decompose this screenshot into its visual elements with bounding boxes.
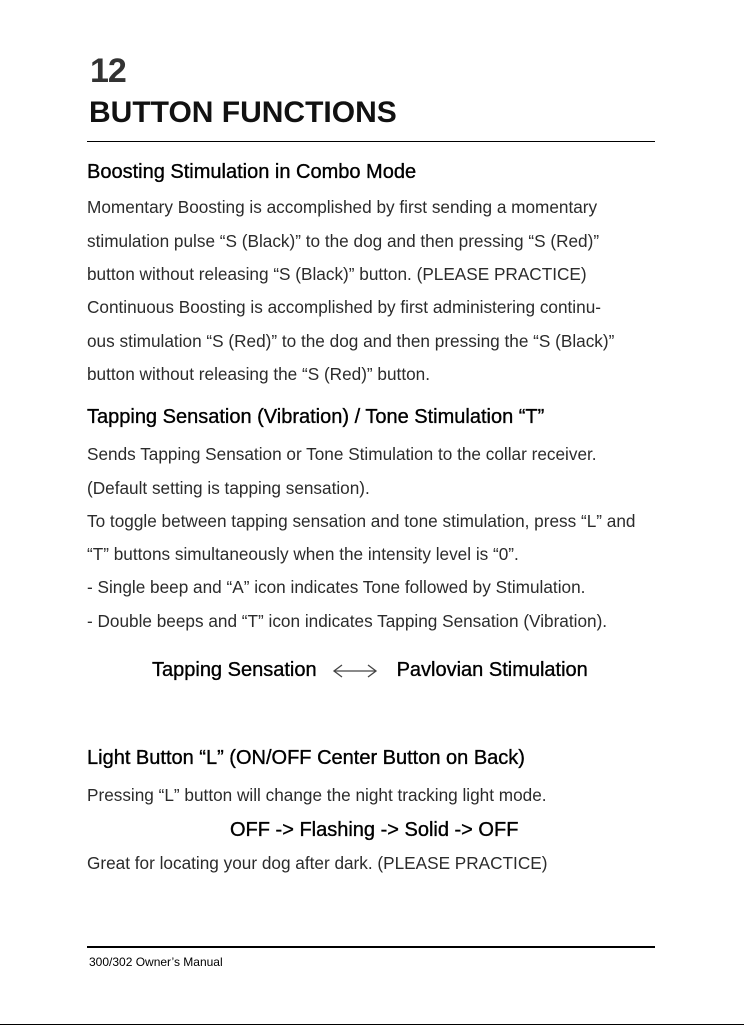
footer-divider xyxy=(87,946,655,948)
tapping-sensation-label: Tapping Sensation xyxy=(152,659,317,681)
tapping-line-4: “T” buttons simultaneously when the intensity level is “0”. xyxy=(87,544,519,564)
page-title: BUTTON FUNCTIONS xyxy=(89,96,397,129)
title-divider xyxy=(87,141,655,142)
boosting-line-3: button without releasing “S (Black)” button. (PLEASE PRACTICE) xyxy=(87,264,587,284)
page-number: 12 xyxy=(90,52,126,90)
footer-text: 300/302 Owner’s Manual xyxy=(89,955,223,969)
boosting-line-2: stimulation pulse “S (Black)” to the dog and then pressing “S (Red)” xyxy=(87,231,600,251)
mode-toggle-diagram xyxy=(152,659,588,682)
light-line-1: Pressing “L” button will change the night tracking light mode. xyxy=(87,785,547,805)
tapping-line-5: - Single beep and “A” icon indicates Tone followed by Stimulation. xyxy=(87,577,586,597)
tapping-heading: Tapping Sensation (Vibration) / Tone Stimulation “T” xyxy=(87,406,545,428)
tapping-line-6: - Double beeps and “T” icon indicates Tapping Sensation (Vibration). xyxy=(87,611,608,631)
tapping-line-1: Sends Tapping Sensation or Tone Stimulation to the collar receiver. xyxy=(87,444,597,464)
boosting-line-5: ous stimulation “S (Red)” to the dog and then pressing the “S (Black)” xyxy=(87,331,615,351)
page-bottom-border xyxy=(0,1024,744,1025)
boosting-line-1: Momentary Boosting is accomplished by first sending a momentary xyxy=(87,197,598,217)
tapping-line-3: To toggle between tapping sensation and tone stimulation, press “L” and xyxy=(87,511,636,531)
pavlovian-stimulation-label: Pavlovian Stimulation xyxy=(396,659,588,681)
boosting-heading: Boosting Stimulation in Combo Mode xyxy=(87,161,417,183)
boosting-line-4: Continuous Boosting is accomplished by first administering continu- xyxy=(87,297,601,317)
tapping-line-2: (Default setting is tapping sensation). xyxy=(87,478,370,498)
boosting-line-6: button without releasing the “S (Red)” button. xyxy=(87,364,430,384)
light-mode-sequence: OFF -> Flashing -> Solid -> OFF xyxy=(230,819,519,841)
light-closing-line: Great for locating your dog after dark. (PLEASE PRACTICE) xyxy=(87,853,548,873)
double-arrow-icon xyxy=(331,661,379,681)
light-heading: Light Button “L” (ON/OFF Center Button on Back) xyxy=(87,747,525,769)
